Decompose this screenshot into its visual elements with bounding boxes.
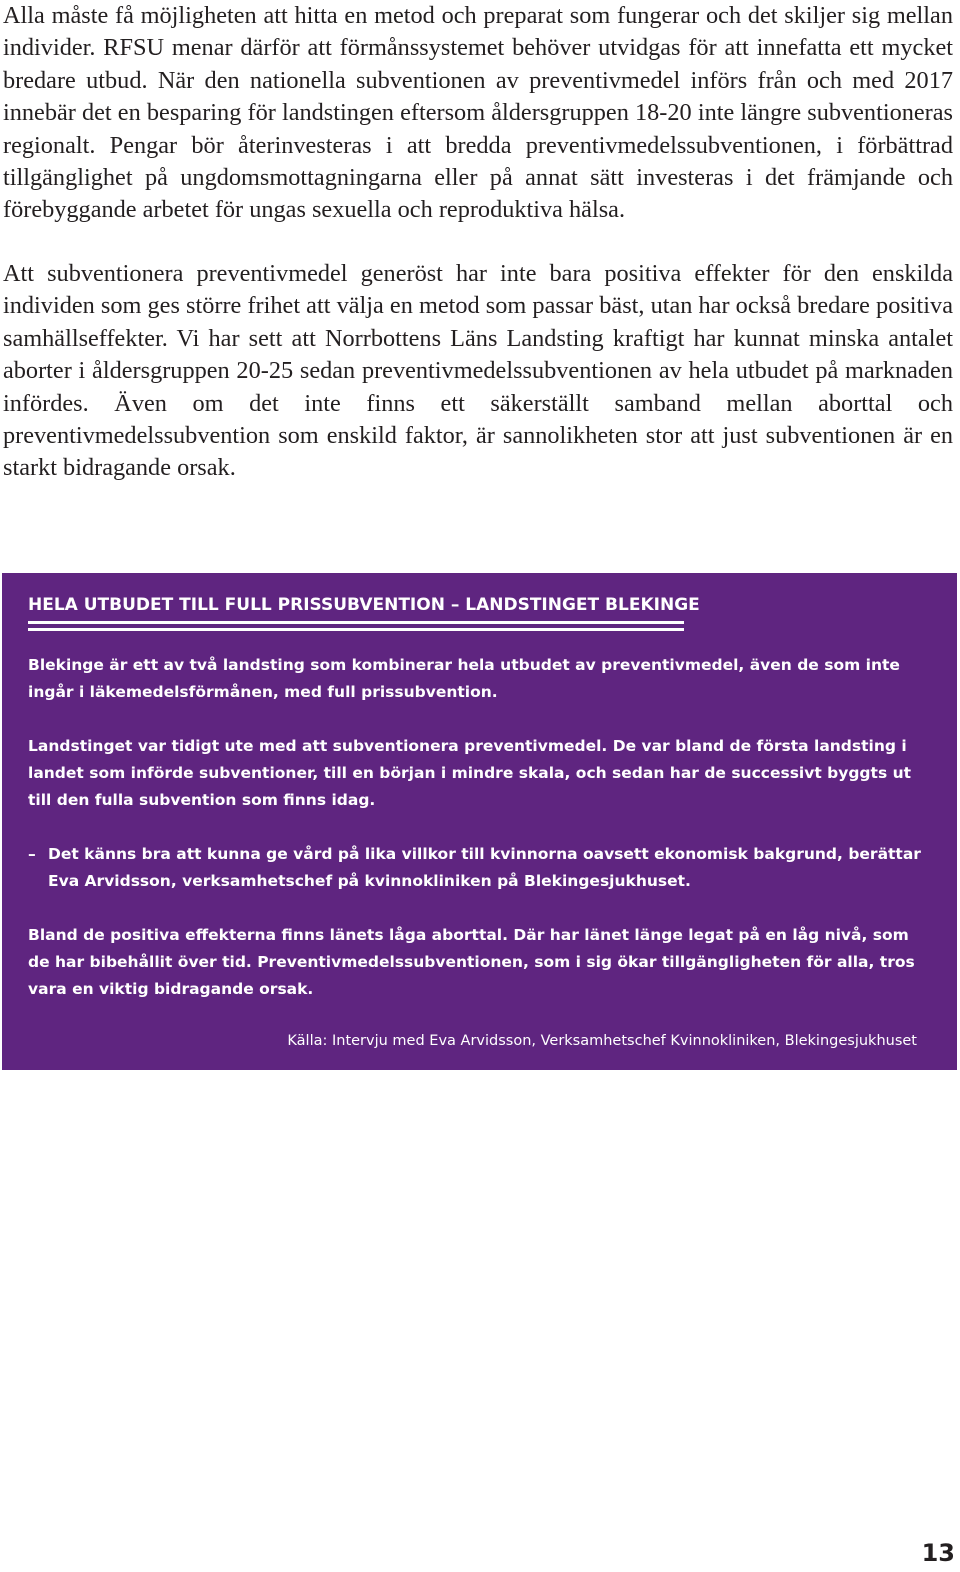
quote-dash: – bbox=[28, 845, 36, 863]
quote-text: Det känns bra att kunna ge vård på lika villkor till kvinnorna oavsett ekonomisk bakgrund, berättar Eva Arvidsson, verksamhetschef på kvinnokliniken på Blekingesjukhuset. bbox=[48, 845, 921, 890]
fact-box-paragraph: Landstinget var tidigt ute med att subventionera preventivmedel. De var bland de första landsting i landet som införde subventioner, till en början i mindre skala, och sedan har de successivt byggts ut till den fulla subvention som finns idag. bbox=[28, 737, 912, 809]
title-underline bbox=[28, 628, 684, 631]
fact-box bbox=[2, 573, 957, 1070]
fact-box-quote bbox=[28, 841, 926, 895]
title-underline bbox=[28, 621, 684, 624]
fact-box-source: Källa: Intervju med Eva Arvidsson, Verksamhetschef Kvinnokliniken, Blekingesjukhuset bbox=[287, 1033, 917, 1049]
fact-box-paragraph: Bland de positiva effekterna finns länets låga aborttal. Där har länet länge legat på en låg nivå, som de har bibehållit över tid. Preventivmedelssubventionen, som i sig ökar tillgängligheten för alla, tros vara en viktig bidragande orsak. bbox=[28, 926, 915, 998]
fact-box-title: HELA UTBUDET TILL FULL PRISSUBVENTION – LANDSTINGET BLEKINGE bbox=[28, 595, 700, 615]
body-paragraph: Alla måste få möjligheten att hitta en metod och preparat som fungerar och det skiljer sig mellan individer. RFSU menar därför att förmånssystemet behöver utvidgas för att innefatta ett mycket bredare utbud. När den nationella subventionen av preventivmedel införs från och med 2017 innebär det en besparing för landstingen eftersom åldersgruppen 18-20 inte längre subventioneras regionalt. Pengar bör återinvesteras i att bredda preventivmedelssubventionen, i förbättrad tillgänglighet på ungdomsmottagningarna eller på annat sätt investeras i det främjande och förebyggande arbetet för ungas sexuella och reproduktiva hälsa. bbox=[3, 2, 953, 224]
page-number: 13 bbox=[921, 1539, 955, 1567]
fact-box-paragraph: Blekinge är ett av två landsting som kombinerar hela utbudet av preventivmedel, även de som inte ingår i läkemedelsförmånen, med full prissubvention. bbox=[28, 656, 900, 701]
body-paragraph: Att subventionera preventivmedel generöst har inte bara positiva effekter för den enskilda individen som ges större frihet att välja en metod som passar bäst, utan har också bredare positiva samhällseffekter. Vi har sett att Norrbottens Läns Landsting kraftigt har kunnat minska antalet aborter i åldersgruppen 20-25 sedan preventivmedelssubventionen av hela utbudet på marknaden infördes. Även om det inte finns ett säkerställt samband mellan aborttal och preventivmedelssubvention som enskild faktor, är sannolikheten stor att just subventionen är en starkt bidragande orsak. bbox=[3, 260, 953, 482]
